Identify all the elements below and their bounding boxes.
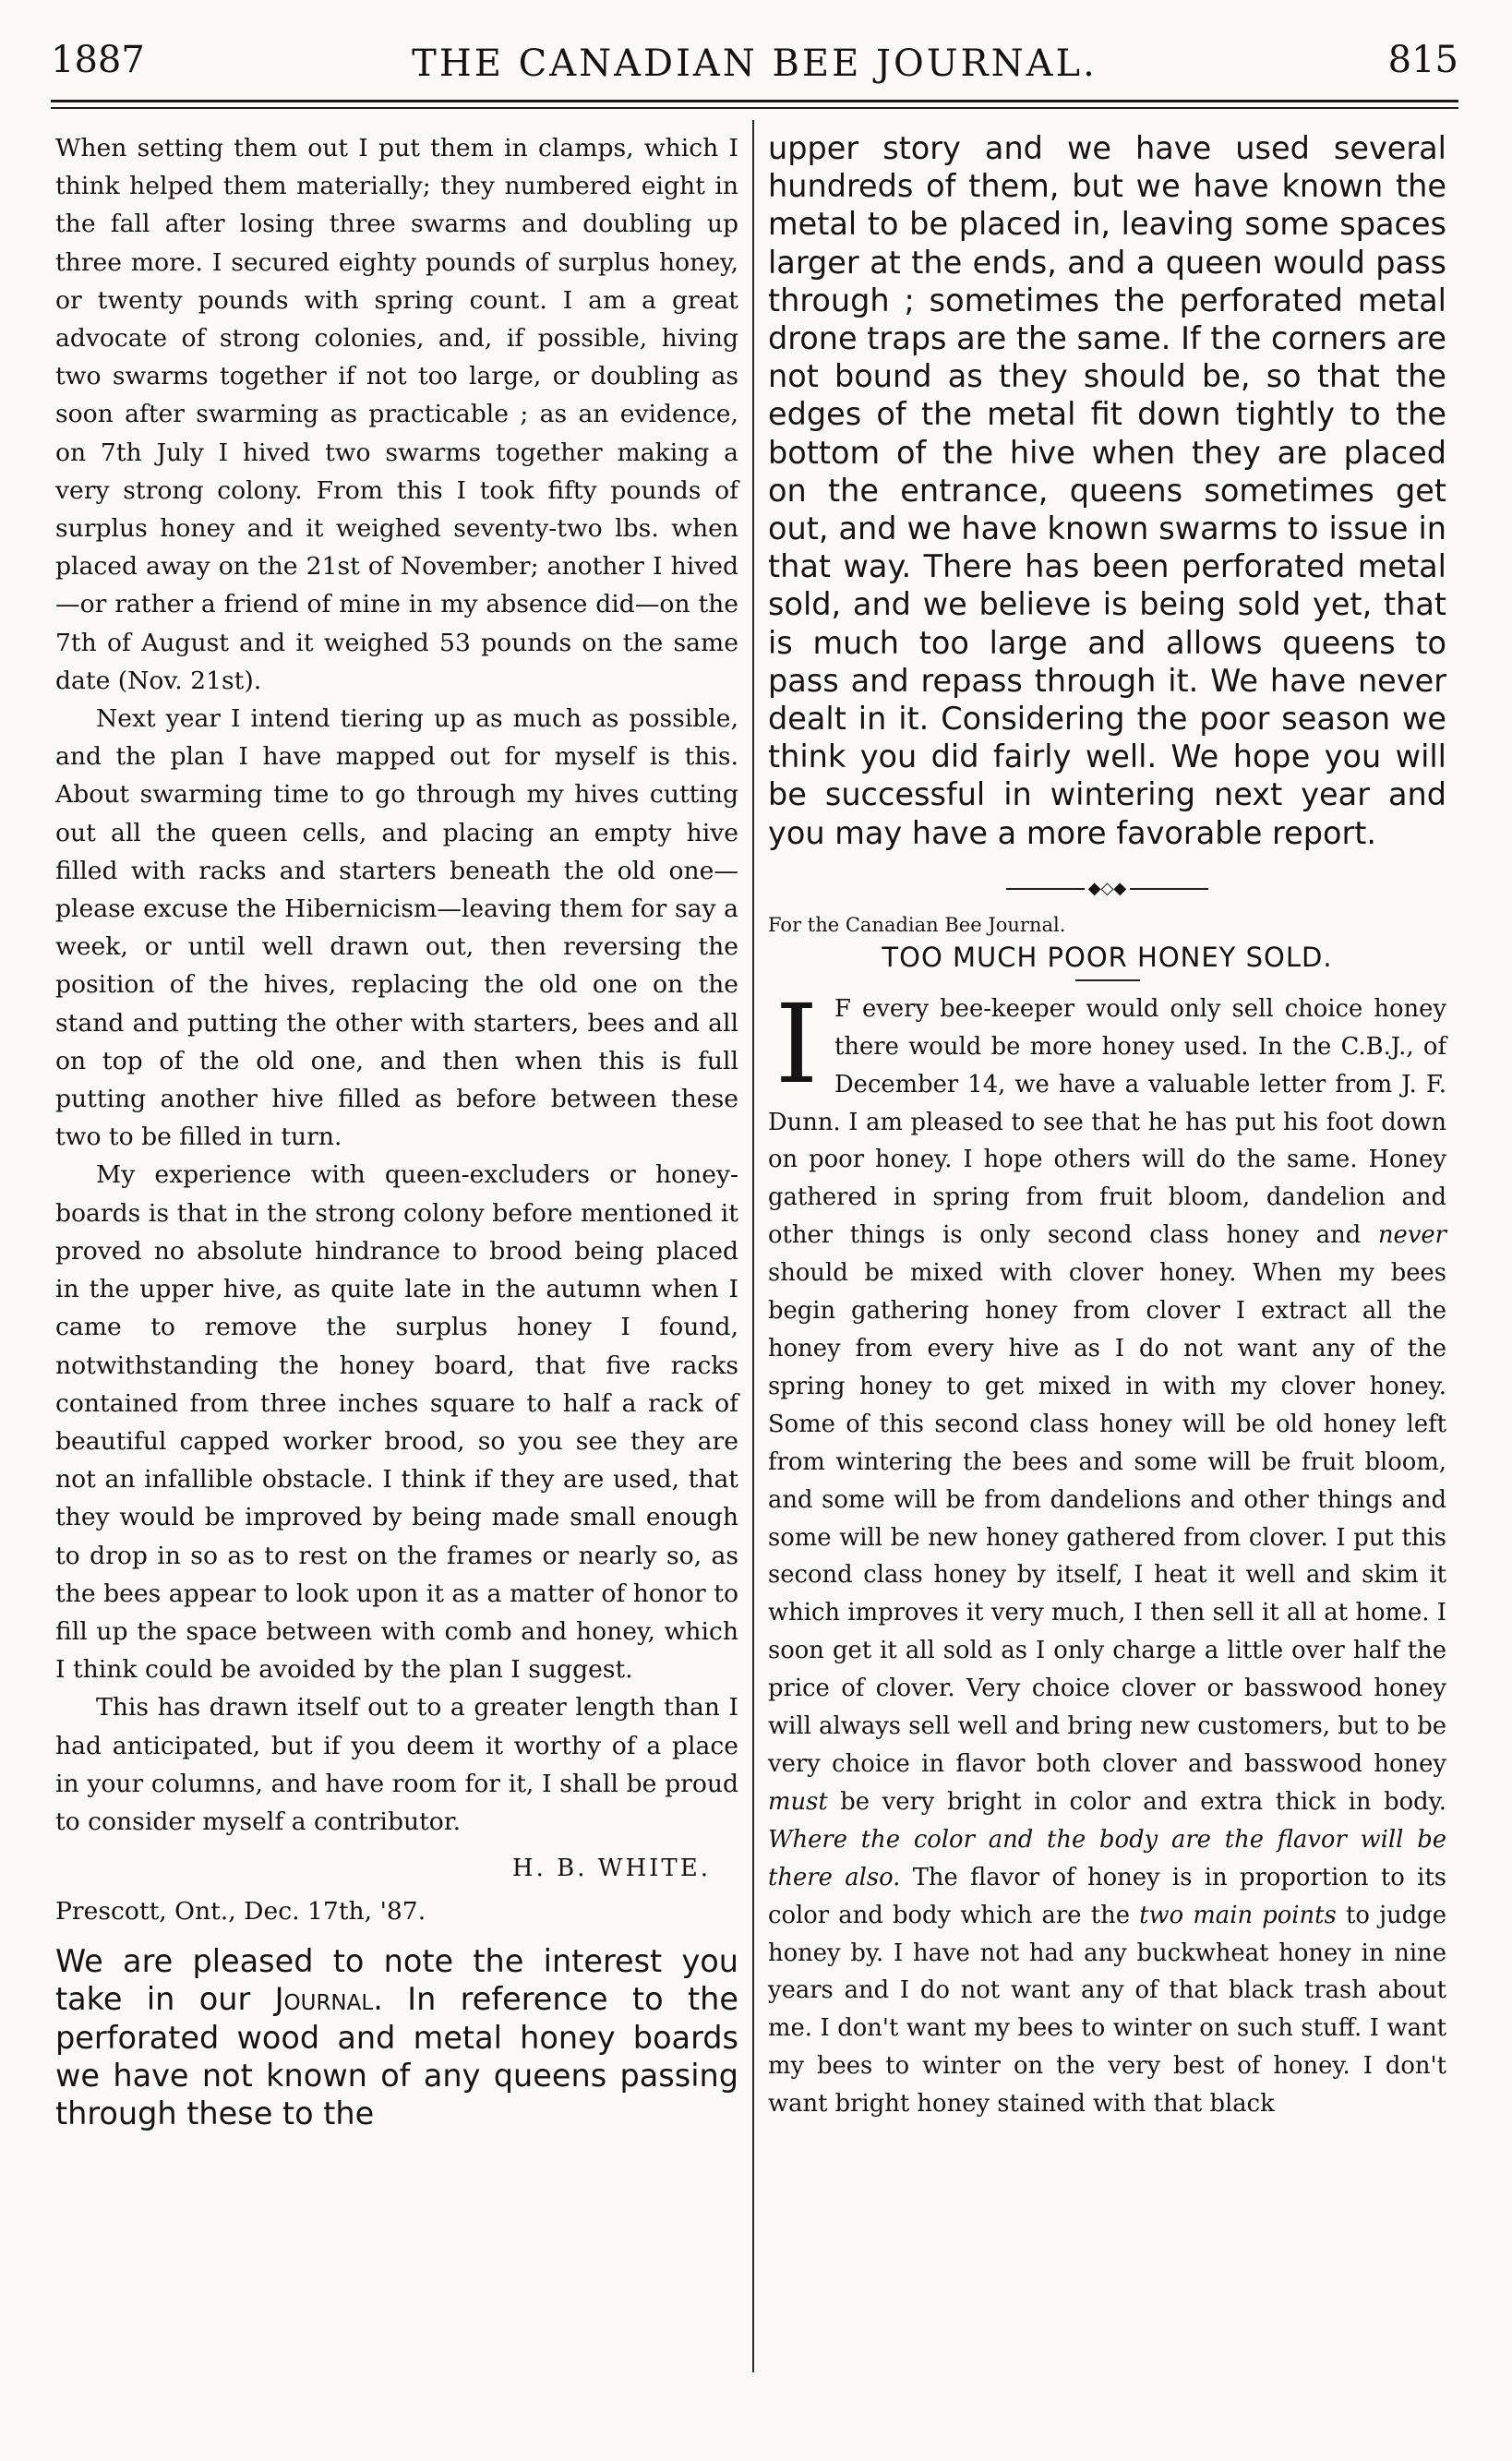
journal-title: THE CANADIAN BEE JOURNAL. — [412, 42, 1098, 85]
article-text: F every bee-keeper would only sell choice honey there would be more honey used. In the C.B.J., of December 14, we have a valuable letter from J. F. Dunn. I am pleased to see that he has put his foot down on poor honey. I hope others will do the same. Honey gathered in spring from fruit bloom, dandelion and other things is only second class honey and — [768, 994, 1446, 1250]
emphasis-flavor-sentence: Where the color and the body are the flavor will be there also. — [768, 1825, 1446, 1891]
title-rule — [1075, 979, 1140, 981]
article-body — [768, 979, 1446, 2123]
page-number: 815 — [1387, 39, 1458, 81]
journal-word: Journal — [274, 1981, 374, 2018]
column-divider — [752, 120, 754, 2372]
editor-reply-paragraph — [55, 1942, 738, 2132]
source-label: For the Canadian Bee Journal. — [768, 913, 1066, 936]
letter-paragraph: My experience with queen-excluders or honey-boards is that in the strong colony before mentioned it proved no absolute hindrance to brood being placed in the upper hive, as quite late in the autumn when I came to remove the surplus honey I found, notwithstanding the honey board, that five racks contained from three inches square to half a rack of beautiful capped worker brood, so you see they are not an infallible obstacle. I think if they are used, that they would be improved by being made small enough to drop in so as to rest on the frames or nearly so, as the bees appear to look upon it as a matter of honor to fill up the space between with comb and honey, which I think could be avoided by the plan I suggest. — [55, 1160, 738, 1685]
article-paragraph — [768, 979, 1446, 2123]
editor-reply-continued — [768, 129, 1446, 852]
letter-paragraph: When setting them out I put them in clamps, which I think helped them materially; they numbered eight in the fall after losing three swarms and doubling up three more. I secured eighty pounds of surplus honey, or twenty pounds with spring count. I am a great advocate of strong colonies, and, if possible, hiving two swarms together if not too large, or doubling as soon after swarming as practicable ; as an evidence, on 7th July I hived two swarms together making a very strong colony. From this I took fifty pounds of surplus honey and it weighed seventy-two lbs. when placed away on the 21st of November; another I hived—or rather a friend of mine in my absence did—on the 7th of August and it weighed 53 pounds on the same date (Nov. 21st). — [55, 134, 738, 695]
article-text: be very bright in color and extra thick in body. — [827, 1787, 1446, 1816]
letter-body — [55, 129, 738, 1841]
letter-paragraph: This has drawn itself out to a greater length than I had anticipated, but if you deem it worthy of a place in your columns, and have room for it, I shall be proud to consider myself a contributor. — [55, 1693, 738, 1836]
header-rule — [51, 100, 1458, 102]
right-column — [768, 129, 1446, 2123]
left-column — [55, 129, 738, 2132]
editor-reply-text: We are pleased to note the interest you take in our — [55, 1943, 738, 2018]
editor-reply-text-cont: . In reference to the perforated wood and metal honey boards we have not known of any queens passing through these to the — [55, 1981, 738, 2131]
article-text: to judge honey by. I have not had any buckwheat honey in nine years and I do not want any of that black trash about me. I don't want my bees to winter on such stuff. I want my bees to winter on the very best of honey. I don't want bright honey stained with that black — [768, 1901, 1446, 2119]
header-year: 1887 — [51, 39, 145, 81]
page-header — [51, 37, 1458, 92]
article-text: should be mixed with clover honey. When my bees begin gathering honey from clover I extract all the honey from every hive as I do not want any of the spring honey to get mixed in with my clover honey. Some of this second class honey will be old honey left from wintering the bees and some will be fruit bloom, and some will be from dandelions and other things and some will be new honey gathered from clover. I put this second class honey by itself, I heat it well and skim it which improves it very much, I then sell it all at home. I soon get it all sold as I only charge a little over half the price of clover. Very choice clover or basswood honey will always sell well and bring new customers, but to be very choice in flavor both clover and basswood honey — [768, 1259, 1446, 1778]
editor-reply-paragraph: upper story and we have used several hundreds of them, but we have known the metal to be placed in, leaving some spaces larger at the ends, and a queen would pass through ; sometimes the perforated metal drone traps are the same. If the corners are not bound as they should be, so that the edges of the metal fit down tightly to the bottom of the hive when they are placed on the entrance, queens sometimes get out, and we have known swarms to issue in that way. There has been perforated metal sold, and we believe is being sold yet, that is much too large and allows queens to pass and repass through it. We have never dealt in it. Considering the poor season we think you did fairly well. We hope you will be successful in wintering next year and you may have a more favorable report. — [768, 130, 1447, 851]
section-ornament — [768, 878, 1446, 900]
author-signature: H. B. WHITE. — [511, 1855, 711, 1883]
ornament-icon: ◆◇◆ — [1087, 878, 1127, 898]
place-and-date: Prescott, Ont., Dec. 17th, '87. — [55, 1897, 426, 1927]
drop-cap: I — [774, 979, 819, 1108]
article-title: TOO MUCH POOR HONEY SOLD. — [882, 941, 1333, 973]
header-rule-thin — [51, 107, 1458, 109]
article-text: The flavor of honey is in proportion to its color and body which are the — [768, 1863, 1446, 1929]
ornament-rule-right — [1130, 888, 1208, 890]
emphasis-must: must — [768, 1787, 828, 1816]
emphasis-two-main-points: two main points — [1139, 1901, 1337, 1929]
letter-paragraph: Next year I intend tiering up as much as possible, and the plan I have mapped out for myself is this. About swarming time to go through my hives cutting out all the queen cells, and placing an empty hive filled with racks and starters beneath the old one—please excuse the Hibernicism—leaving them for say a week, or until well drawn out, then reversing the position of the hives, replacing the old one on the stand and putting the other with starters, bees and all on top of the old one, and then when this is full putting another hive filled as before between these two to be filled in turn. — [55, 704, 738, 1152]
emphasis-never: never — [1377, 1221, 1446, 1250]
editor-reply — [55, 1942, 738, 2132]
ornament-rule-left — [1006, 888, 1085, 890]
